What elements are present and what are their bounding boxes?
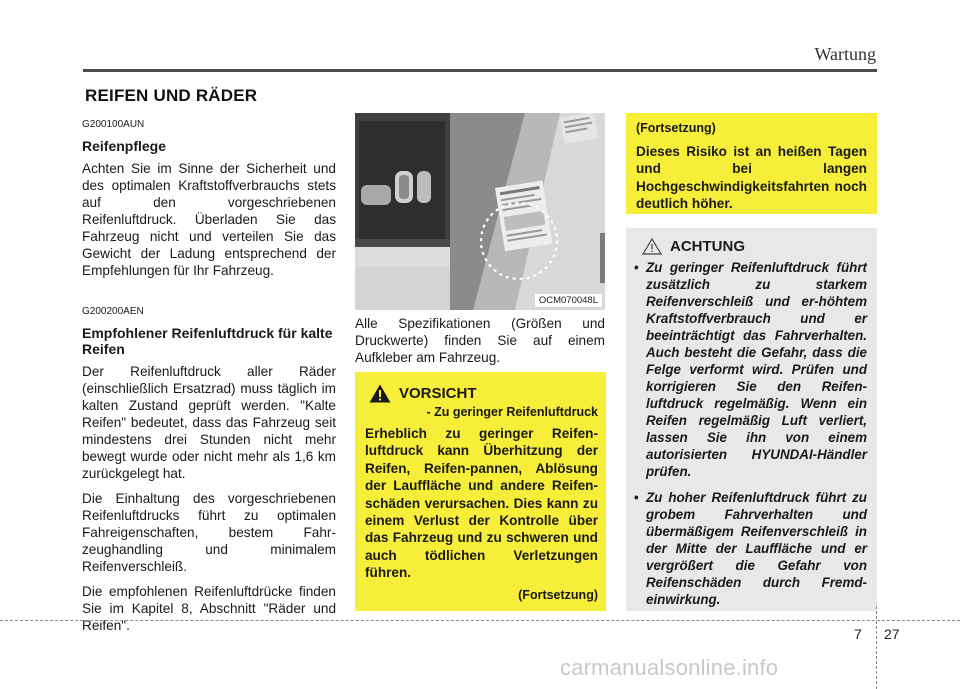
page-number: 27 [884,626,900,642]
vorsicht-heading [369,384,598,403]
achtung-box [626,228,877,611]
left-column [82,116,336,642]
vorsicht-body: Erheblich zu geringer Reifen-luftdruck kann Überhitzung der Reifen, Reifen-pannen, Ablösung der Lauffläche und andere Reifen-schäden verursachen. Dies kann zu einem Verlust der Kontrolle über das Fahrzeug und zu schweren und auch tödlichen Verletzungen führen. [365,426,598,581]
paragraph-verweis: Die empfohlenen Reifenluftdrücke finden Sie im Kapitel 8, Abschnitt "Räder und Reifen". [82,584,336,633]
vorsicht-subtitle: - Zu geringer Reifenluftdruck [426,405,598,419]
footer-divider [876,606,877,689]
watermark-text: carmanualsonline.info [560,655,779,680]
section-code-1: G200100AUN [82,119,145,130]
paragraph-einhaltung: Die Einhaltung des vorgeschriebenen Reifenluftdrucks führt zu optimalen Fahreigenschaften, bestem Fahr-zeughandling und minimalem Reifenverschleiß. [82,491,336,574]
section-code-2: G200200AEN [82,306,144,317]
vorsicht-continued: (Fortsetzung) [518,587,598,602]
list-item: • Zu geringer Reifenluftdruck führt zusätzlich zu starkem Reifenverschleiß und er-höhtem Kraftstoffverbrauch und er beeinträchtigt das Fahrverhalten. Auch besteht die Gefahr, dass die Felge verformt wird. Prüfen und korrigieren Sie den Reifen-luftdruck regelmäßig. Wenn ein Reifen regelmäßig Luft verliert, lassen Sie ihn von einem autorisierten HYUNDAI-Händler prüfen. [634,259,867,480]
figure-description: Alle Spezifikationen (Größen und Druckwerte) finden Sie auf einem Aufkleber am Fahrzeug. [355,316,605,365]
vorsicht-title: VORSICHT [399,385,477,402]
paragraph-reifenpflege: Achten Sie im Sinne der Sicherheit und des optimalen Kraftstoffverbrauchs stets auf den vorgeschriebenen Reifenluftdruck. Überladen Sie das Fahrzeug nicht und verteilen Sie das Gewicht der Ladung entsprechend der Empfehlungen für Ihr Fahrzeug. [82,161,336,278]
fortsetzung-label: (Fortsetzung) [636,121,716,135]
vorsicht-box [355,372,606,611]
fortsetzung-body: Dieses Risiko ist an heißen Tagen und bei langen Hochgeschwindigkeitsfahrten noch deutlich höher. [636,144,867,212]
achtung-list [634,259,867,608]
chapter-number: 7 [854,626,862,642]
list-item: • Zu hoher Reifenluftdruck führt zu grobem Fahrverhalten und übermäßigem Reifenverschleiß in der Mitte der Lauffläche und er vergrößert die Gefahr von Reifenschäden durch Fremd-einwirkung. [634,489,867,608]
warning-triangle-icon [369,384,391,403]
paragraph-kalte-reifen: Der Reifenluftdruck aller Räder (einschließlich Ersatzrad) muss täglich im kalten Zustand geprüft werden. "Kalte Reifen" bedeutet, dass das Fahrzeug seit mindestens drei Stunden nicht mehr bewegt wurde oder nicht mehr als 1,6 km zurückgelegt hat. [82,364,336,481]
header-rule [83,69,877,72]
figure-caption: OCM070048L [535,294,602,307]
tire-label-photo [355,113,605,310]
header-section-label: Wartung [814,44,876,64]
achtung-heading [642,238,867,255]
achtung-title: ACHTUNG [670,238,745,255]
heading-reifenpflege: Reifenpflege [82,138,167,154]
door-pillar-illustration [355,113,605,310]
caution-triangle-icon [642,238,662,255]
heading-kalte-reifen: Empfohlener Reifenluftdruck für kalte Reifen [82,325,333,357]
page-title: REIFEN UND RÄDER [85,86,258,105]
footer-rule [0,620,960,621]
fortsetzung-box [626,113,877,214]
